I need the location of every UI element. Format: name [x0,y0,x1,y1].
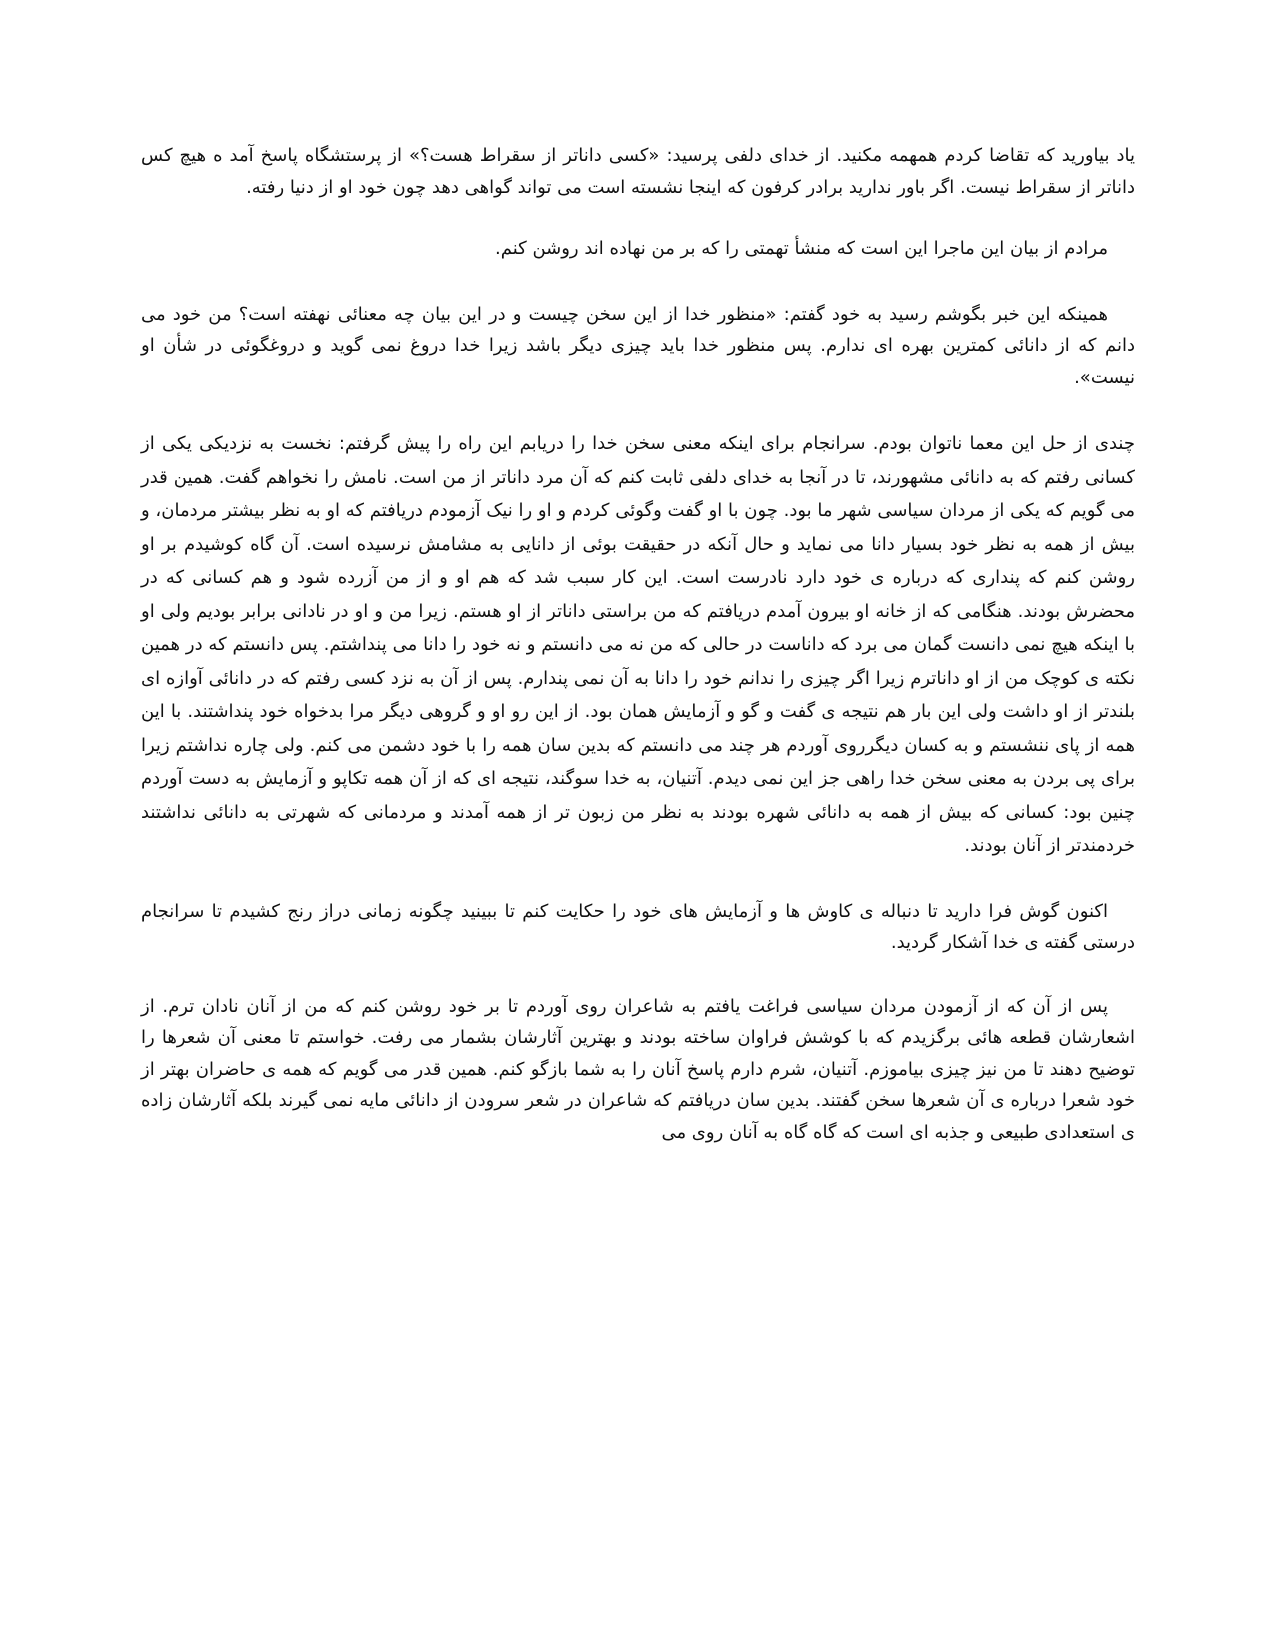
paragraph-continuation: اکنون گوش فرا دارید تا دنباله ی کاوش ها و آزمایش های خود را حکایت کنم تا ببینید چگونه زمانی دراز رنج کشیدم تا سرانجام درستی گفته ی خدا آشکار گردید. [141,900,1135,953]
paragraph-politician-inquiry: چندی از حل این معما ناتوان بودم. سرانجام برای اینکه معنی سخن خدا را دریابم این راه را پیش گرفتم: نخست به نزدیکی یکی از کسانی رفتم که به دانائی مشهورند، تا در آنجا به خدای دلفی ثابت کنم که آن مرد داناتر از من است. نامش را نخواهم گفت. همین قدر می گویم که یکی از مردان سیاسی شهر ما بود. چون با او گفت وگوئی کردم و او را نیک آزمودم دریافتم که او به نظر بیشتر مردمان، و بیش از همه به نظر خود بسیار دانا می نماید و حال آنکه در حقیقت بوئی از دانایی به مشامش نرسیده است. آن گاه کوشیدم بر او روشن کنم که پنداری که درباره ی خود دارد نادرست است. این کار سبب شد که هم او و از من آزرده شود و هم کسانی که در محضرش بودند. هنگامی که از خانه او بیرون آمدم دریافتم که من براستی داناتر از او هستم. زیرا من و او در نادانی برابر بودیم ولی او با اینکه هیچ نمی دانست گمان می برد که داناست در حالی که من نه می دانستم و نه خود را دانا می پنداشتم. پس دانستم که در همین نکته ی کوچک من از او داناترم زیرا اگر چیزی را ندانم خود را دانا به آن نمی پندارم. پس از آن به نزد کسی رفتم که در دانائی آوازه ای بلندتر از او داشت ولی این بار هم نتیجه ی گفت و گو و آزمایش همان بود. از این رو او و گروهی دیگر مرا بدخواه خود پنداشتند. با این همه از پای ننشستم و به کسان دیگرروی آوردم هر چند می دانستم که بدین سان همه را با خود دشمن می کنم. ولی چاره نداشتم زیرا برای پی بردن به معنی سخن خدا راهی جز این نمی دیدم. آتنیان، به خدا سوگند، نتیجه ای که از آن همه تکاپو و آزمایش به دست آوردم چنین بود: کسانی که بیش از همه به دانائی شهره بودند به نظر من زبون تر از همه آمدند و مردمانی که شهرتی به دانائی نداشتند خردمندتر از آنان بودند. [141,433,1135,856]
paragraph-delphi-oracle: یاد بیاورید که تقاضا کردم همهمه مکنید. از خدای دلفی پرسید: «کسی داناتر از سقراط هست؟» از پرستشگاه پاسخ آمد ه هیچ کس داناتر از سقراط نیست. اگر باور ندارید برادر کرفون که اینجا نشسته است می تواند گواهی دهد چون خود او از دنیا رفته. [141,145,1135,198]
paragraph-poets-inquiry: پس از آن که از آزمودن مردان سیاسی فراغت یافتم به شاعران روی آوردم تا بر خود روشن کنم که من از آنان نادان ترم. از اشعارشان قطعه هائی برگزیدم که با کوشش فراوان ساخته بودند و بهترین آثارشان بشمار می رفت. خواستم تا معنی آن شعرها را توضیح دهند تا من نیز چیزی بیاموزم. آتنیان، شرم دارم پاسخ آنان را به شما بازگو کنم. همین قدر می گویم که همه ی حاضران بهتر از خود شعرا درباره ی آن شعرها سخن گفتند. بدین سان دریافتم که شاعران در شعر سرودن از دانائی مایه نمی گیرند بلکه آثارشان زاده ی استعدادی طبیعی و جذبه ای است که گاه گاه به آنان روی می [141,995,1135,1143]
paragraph-reflection: همینکه این خبر بگوشم رسید به خود گفتم: «منظور خدا از این سخن چیست و در این بیان چه معنائی نهفته است؟ من خود می دانم که از دانائی کمترین بهره ای ندارم. پس منظور خدا باید چیزی دیگر باشد زیرا خدا دروغ نمی گوید و دروغگوئی در شأن او نیست». [141,303,1135,388]
document-body [141,140,1135,1148]
paragraph-purpose: مرادم از بیان این ماجرا این است که منشأ تهمتی را که بر من نهاده اند روشن کنم. [495,238,1108,259]
